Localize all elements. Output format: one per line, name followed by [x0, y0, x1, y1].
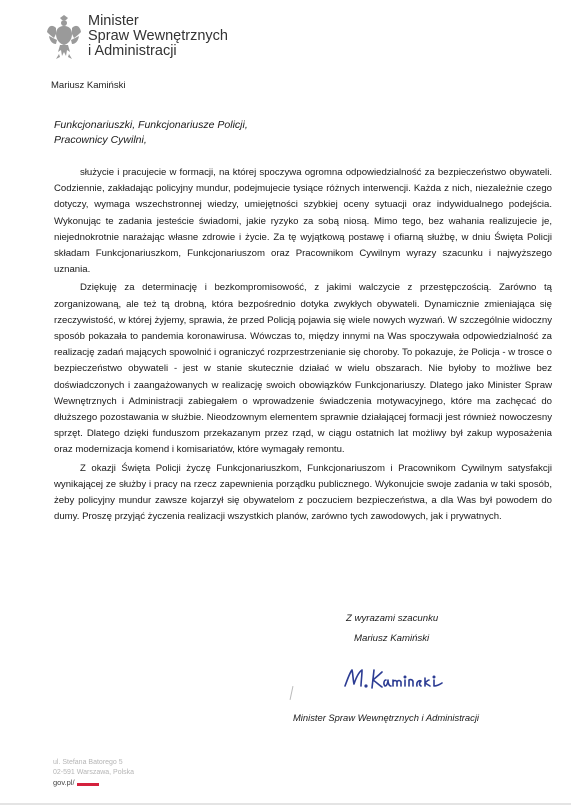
footer: [53, 758, 134, 789]
ministry-line-1: Minister: [88, 13, 139, 29]
salutation-line-1: Funkcjonariuszki, Funkcjonariusze Policji,: [54, 119, 248, 131]
address-line-2: 02-591 Warszawa, Polska: [53, 769, 135, 776]
website-link[interactable]: gov.pl/: [53, 778, 75, 787]
ministry-line-3: i Administracji: [88, 43, 177, 59]
ministry-name: [88, 14, 228, 59]
letterhead: [46, 14, 228, 60]
salutation-line-2: Pracownicy Cywilni,: [54, 134, 147, 146]
flag-stripe-icon: [77, 781, 99, 786]
paragraph-2: Dziękuję za determinację i bezkompromisowość, z jakimi walczycie z przestępczością. Zarówno tą zorganizowaną, ale też tą drobną, która bezpośrednio dotyka zwykłych obywateli. Dynamicznie zmieniająca się rzeczywistość, w której żyjemy, sprawia, że przed Policją pojawia się wiele nowych wyzwań. W szczególnie widoczny sposób pokazała to pandemia koronawirusa. Wówczas to, między innymi na Was spoczywała odpowiedzialność za realizację zadań mających spowolnić i ograniczyć rozprzestrzenianie się choroby. To pokazuje, że Policja - w trosce o bezpieczeństwo obywateli - jest w stanie skutecznie działać w wielu obszarach. Nie byłoby to możliwe bez doświadczonych i zaangażowanych w realizację swoich obowiązków Funkcjonariuszy. Dlatego jako Minister Spraw Wewnętrznych i Administracji zabiegałem o wprowadzenie świadczenia motywacyjnego, które ma zachęcać do dłuższego pozostawania w służbie. Nieodzownym elementem sprawnie działającej formacji jest również nowoczesny sprzęt. Dlatego dzięki funduszom przekazanym przez rząd, w ciągu ostatnich lat możliwy był zakup wyposażenia oraz modernizacja komend i komisariatów, które wymagały remontu.: [54, 282, 552, 456]
stamp-mark: [290, 686, 294, 700]
handwritten-signature: [342, 664, 452, 694]
salutation: [54, 118, 248, 148]
address-line-1: ul. Stefana Batorego 5: [53, 759, 123, 766]
closing-name: Mariusz Kamiński: [354, 633, 430, 644]
closing-regards: Z wyrazami szacunku: [346, 613, 439, 624]
letter-body: [54, 165, 552, 527]
sender-name: Mariusz Kamiński: [51, 80, 126, 91]
paragraph-1: służycie i pracujecie w formacji, na której spoczywa ogromna odpowiedzialność za bezpieczeństwo obywateli. Codziennie, zakładając policyjny mundur, podejmujecie tysiące różnych interwencji. Każda z nich, niezależnie czego dotyczy, wymaga wszechstronnej wiedzy, umiejętności szybkiej oceny sytuacji oraz indywidualnego podejścia. Wykonując te zadania jesteście świadomi, jakie ryzyko za sobą niosą. Mimo tego, bez wahania realizujecie je, niejednokrotnie narażając własne zdrowie i życie. Za tę wyjątkową postawę i ofiarną służbę, w dniu Święta Policji składam Funkcjonariuszkom, Funkcjonariuszom oraz Pracownikom Cywilnym wyrazy szacunku i najwyższego uznania.: [54, 167, 552, 276]
signatory-title: Minister Spraw Wewnętrznych i Administracji: [293, 712, 479, 723]
paragraph-3: Z okazji Święta Policji życzę Funkcjonariuszkom, Funkcjonariuszom i Pracownikom Cywilnym satysfakcji wynikającej ze służby i pracy na rzecz zapewnienia porządku publicznego. Wykonujcie swoje zadania w taki sposób, żeby policyjny mundur zawsze kojarzył się obywatelom z poczuciem bezpieczeństwa, a dla Was był powodem do dumy. Proszę przyjąć życzenia realizacji wszystkich planów, zarówno tych zawodowych, jak i prywatnych.: [54, 462, 552, 523]
ministry-line-2: Spraw Wewnętrznych: [88, 28, 228, 44]
eagle-emblem-icon: [46, 14, 82, 60]
